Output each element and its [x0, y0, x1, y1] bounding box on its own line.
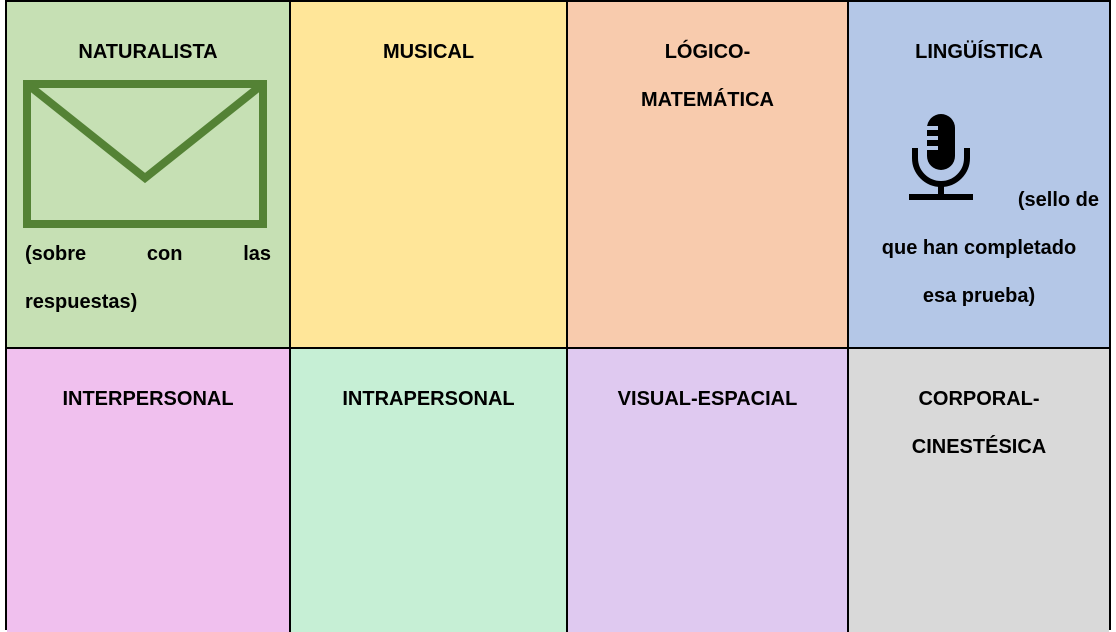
intelligences-table: [5, 0, 1111, 630]
cell-logico-matematica: [566, 2, 847, 347]
caption-word: las: [243, 243, 271, 265]
cell-title-musical: MUSICAL: [382, 41, 475, 63]
cell-title-linguistica: LINGÜÍSTICA: [915, 41, 1043, 63]
cell-corporal-cinestesica: [847, 347, 1109, 632]
caption-word: con: [146, 243, 183, 265]
cell-title-logico-line2: MATEMÁTICA: [641, 89, 774, 111]
microphone-icon: [909, 114, 973, 202]
cell-naturalista: [7, 2, 289, 347]
cell-visual-espacial: [566, 347, 847, 632]
cell-title-corporal-line2: CINESTÉSICA: [911, 436, 1047, 458]
naturalista-caption-line1: [25, 234, 271, 274]
caption-word: (sobre: [25, 243, 87, 265]
cell-title-visual-espacial: VISUAL-ESPACIAL: [617, 388, 798, 410]
linguistica-caption-line2: que han completado: [881, 237, 1077, 259]
cell-title-interpersonal: INTERPERSONAL: [62, 388, 234, 410]
cell-title-logico-line1: LÓGICO-: [664, 41, 751, 63]
cell-linguistica: [847, 2, 1109, 347]
naturalista-caption-line2: respuestas): [25, 291, 138, 313]
cell-interpersonal: [7, 347, 289, 632]
envelope-icon: [23, 80, 267, 228]
linguistica-caption-line3: esa prueba): [922, 285, 1036, 307]
linguistica-caption-line1: (sello de: [1017, 189, 1099, 211]
cell-musical: [289, 2, 566, 347]
cell-title-naturalista: NATURALISTA: [78, 41, 218, 63]
cell-title-intrapersonal: INTRAPERSONAL: [342, 388, 515, 410]
cell-intrapersonal: [289, 347, 566, 632]
cell-title-corporal-line1: CORPORAL-: [918, 388, 1040, 410]
